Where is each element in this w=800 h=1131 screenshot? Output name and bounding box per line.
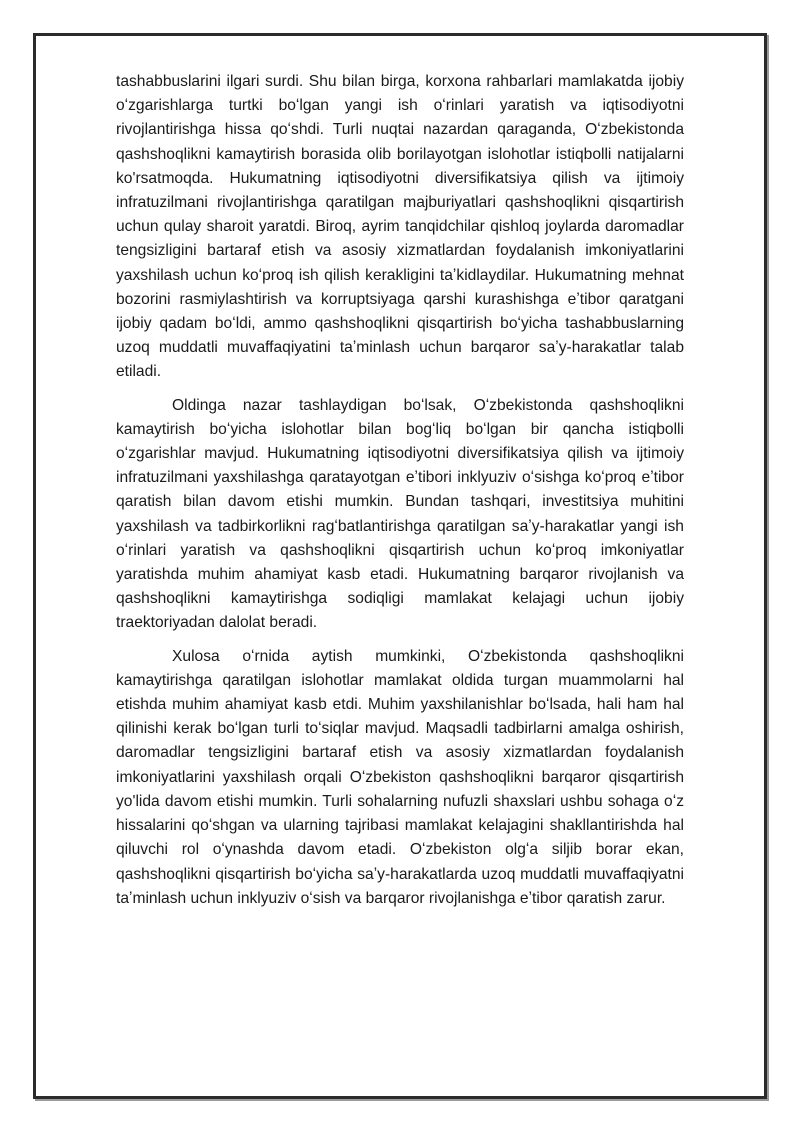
paragraph-conclusion: Xulosa oʻrnida aytish mumkinki, Oʻzbekistonda qashshoqlikni kamaytirishga qaratilgan islohotlar mamlakat oldida turgan muammolarni hal etishda muhim ahamiyat kasb etdi. Muhim yaxshilanishlar boʻlsada, hali ham hal qilinishi kerak boʻlgan turli toʻsiqlar mavjud. Maqsadli tadbirlarni amalga oshirish, daromadlar tengsizligini bartaraf etish va asosiy xizmatlardan foydalanish imkoniyatlarini yaxshilash orqali Oʻzbekiston qashshoqlikni barqaror qisqartirish yo'lida davom etishi mumkin. Turli sohalarning nufuzli shaxslari ushbu sohaga oʻz hissalarini qoʻshgan va ularning tajribasi mamlakat kelajagini shakllantirishda hal qiluvchi rol oʻynashda davom etadi. Oʻzbekiston olgʻa siljib borar ekan, qashshoqlikni qisqartirish boʻyicha saʼy-harakatlarda uzoq muddatli muvaffaqiyatni taʼminlash uchun inklyuziv oʻsish va barqaror rivojlanishga eʼtibor qaratish zarur. <box>116 647 684 907</box>
page-frame <box>33 33 767 1099</box>
paragraph-outlook: Oldinga nazar tashlaydigan boʻlsak, Oʻzbekistonda qashshoqlikni kamaytirish boʻyicha islohotlar bilan bogʻliq boʻlgan bir qancha istiqbolli oʻzgarishlar mavjud. Hukumatning iqtisodiyotni diversifikatsiya qilish va ijtimoiy infratuzilmani yaxshilashga qaratayotgan eʼtibori inklyuziv oʻsishga koʻproq eʼtibor qaratish bilan davom etishi mumkin. Bundan tashqari, investitsiya muhitini yaxshilash va tadbirkorlikni ragʻbatlantirishga qaratilgan saʼy-harakatlar yangi ish oʻrinlari yaratish va qashshoqlikni qisqartirish uchun koʻproq imkoniyatlar yaratishda muhim ahamiyat kasb etadi. Hukumatning barqaror rivojlanish va qashshoqlikni kamaytirishga sodiqligi mamlakat kelajagi uchun ijobiy traektoriyadan dalolat beradi. <box>116 396 684 632</box>
document-body <box>116 70 684 920</box>
paragraph-continuation: tashabbuslarini ilgari surdi. Shu bilan birga, korxona rahbarlari mamlakatda ijobiy oʻzgarishlarga turtki boʻlgan yangi ish oʻrinlari yaratish va iqtisodiyotni rivojlantirishga hissa qoʻshdi. Turli nuqtai nazardan qaraganda, Oʻzbekistonda qashshoqlikni kamaytirish borasida olib borilayotgan islohotlar istiqbolli natijalarni ko'rsatmoqda. Hukumatning iqtisodiyotni diversifikatsiya qilish va ijtimoiy infratuzilmani rivojlantirishga qaratilgan majburiyatlari qashshoqlikni qisqartirish uchun qulay sharoit yaratdi. Biroq, ayrim tanqidchilar qishloq joylarda daromadlar tengsizligini bartaraf etish va asosiy xizmatlardan foydalanish imkoniyatlarini yaxshilash uchun koʻproq ish qilish kerakligini taʼkidlaydilar. Hukumatning mehnat bozorini rasmiylashtirish va korruptsiyaga qarshi kurashishga eʼtibor qaratgani ijobiy qadam boʻldi, ammo qashshoqlikni qisqartirish boʻyicha tashabbuslarning uzoq muddatli muvaffaqiyatini taʼminlash uchun barqaror saʼy-harakatlar talab etiladi. <box>116 73 684 381</box>
